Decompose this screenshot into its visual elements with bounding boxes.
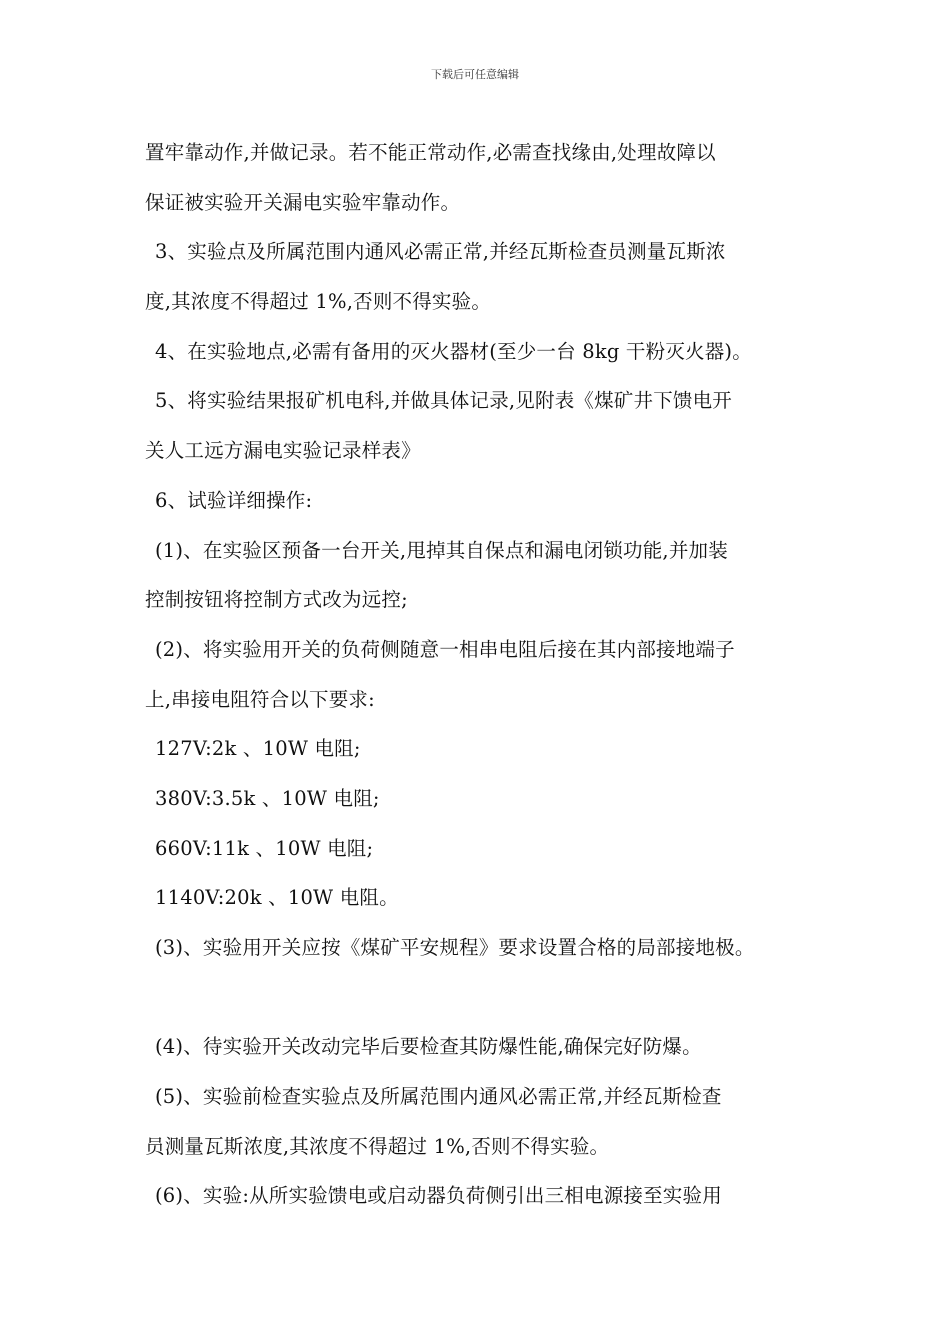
text-line: 控制按钮将控制方式改为远控; xyxy=(145,588,408,612)
text-line: 660V:11k 、10W 电阻; xyxy=(155,836,374,860)
blank-line xyxy=(145,973,820,1023)
text-line: (3)、实验用开关应按《煤矿平安规程》要求设置合格的局部接地极。 xyxy=(155,936,755,959)
page-header: 下载后可任意编辑 xyxy=(431,68,519,81)
text-line: 6、试验详细操作: xyxy=(155,488,313,512)
text-line: (5)、实验前检查实验点及所属范围内通风必需正常,并经瓦斯检查 xyxy=(155,1085,722,1109)
text-line: 员测量瓦斯浓度,其浓度不得超过 1%,否则不得实验。 xyxy=(145,1134,610,1158)
text-line: 上,串接电阻符合以下要求: xyxy=(145,687,375,711)
text-line: (4)、待实验开关改动完毕后要检查其防爆性能,确保完好防爆。 xyxy=(155,1035,702,1059)
text-line: 关人工远方漏电实验记录样表》 xyxy=(145,439,421,463)
text-line: 1140V:20k 、10W 电阻。 xyxy=(155,886,399,910)
text-line: (6)、实验:从所实验馈电或启动器负荷侧引出三相电源接至实验用 xyxy=(155,1184,722,1208)
text-line: 3、实验点及所属范围内通风必需正常,并经瓦斯检查员测量瓦斯浓 xyxy=(155,240,726,264)
text-line: 4、在实验地点,必需有备用的灭火器材(至少一台 8kg 干粉灭火器)。 xyxy=(155,339,752,363)
text-line: 置牢靠动作,并做记录。若不能正常动作,必需查找缘由,处理故障以 xyxy=(145,141,716,164)
text-line: 127V:2k 、10W 电阻; xyxy=(155,737,361,761)
text-line: 保证被实验开关漏电实验牢靠动作。 xyxy=(145,190,461,214)
text-line: 度,其浓度不得超过 1%,否则不得实验。 xyxy=(145,290,492,314)
document-body xyxy=(145,128,820,1221)
text-line: (1)、在实验区预备一台开关,甩掉其自保点和漏电闭锁功能,并加装 xyxy=(155,538,728,562)
text-line: (2)、将实验用开关的负荷侧随意一相串电阻后接在其内部接地端子 xyxy=(155,637,735,661)
text-line: 380V:3.5k 、10W 电阻; xyxy=(155,786,380,810)
text-line: 5、将实验结果报矿机电科,并做具体记录,见附表《煤矿井下馈电开 xyxy=(155,389,733,413)
